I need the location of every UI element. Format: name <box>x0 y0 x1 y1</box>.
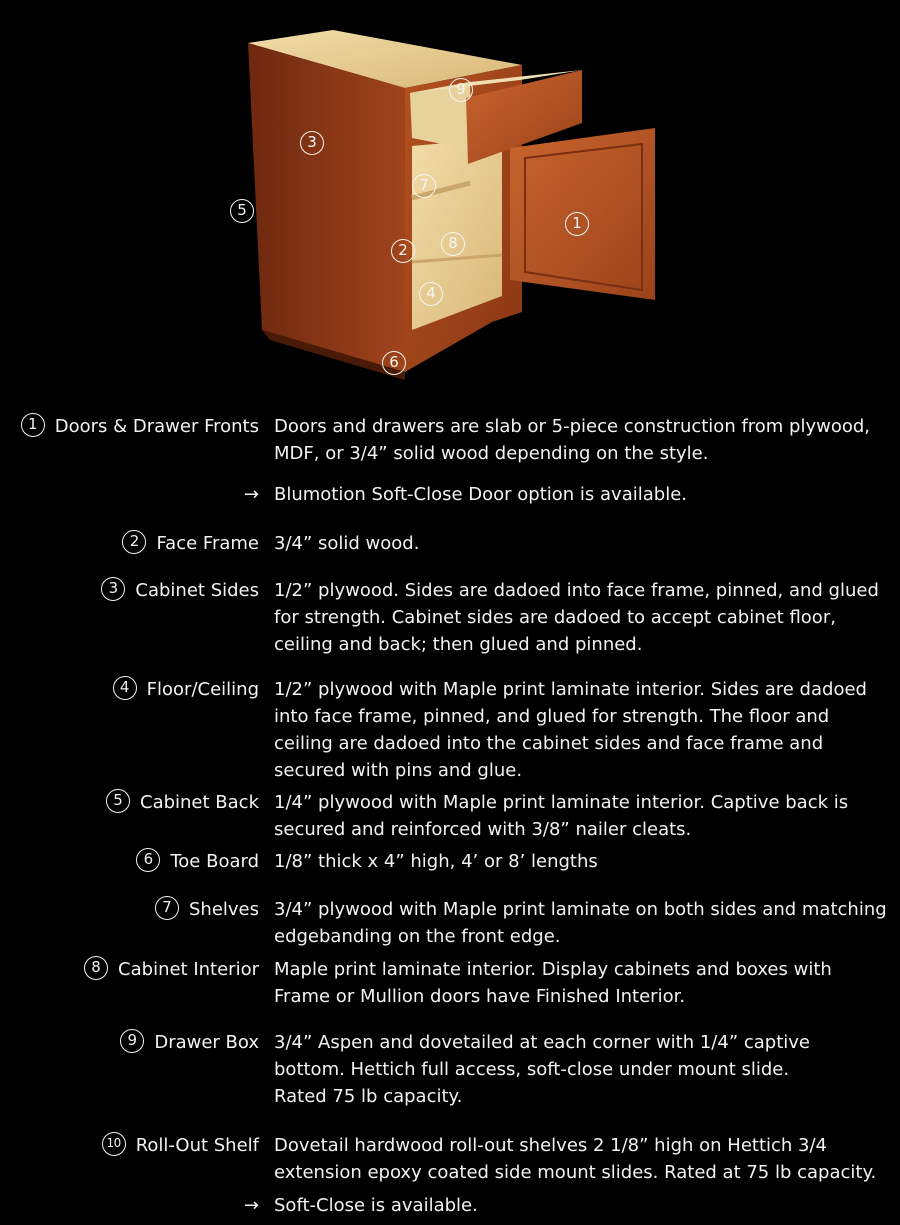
number-badge: 6 <box>136 848 160 872</box>
spec-description <box>274 1192 890 1219</box>
callout-5: 5 <box>230 199 254 223</box>
number-badge: 4 <box>113 676 137 700</box>
description-line: secured with pins and glue. <box>274 760 523 781</box>
callout-1: 1 <box>565 212 589 236</box>
description-line: Blumotion Soft-Close Door option is available. <box>274 484 687 505</box>
cabinet-side <box>248 43 405 372</box>
callout-3: 3 <box>300 131 324 155</box>
spec-description <box>274 956 890 1010</box>
cabinet-drawing <box>0 0 900 385</box>
description-line: for strength. Cabinet sides are dadoed to accept cabinet floor, <box>274 607 836 628</box>
spec-description <box>274 577 890 658</box>
description-line: into face frame, pinned, and glued for strength. The floor and <box>274 706 830 727</box>
spec-description <box>274 1029 890 1110</box>
spec-description <box>274 481 890 508</box>
arrow-icon: → <box>243 484 259 505</box>
callout-6: 6 <box>382 351 406 375</box>
callout-8: 8 <box>441 232 465 256</box>
callout-2: 2 <box>391 239 415 263</box>
description-line: Maple print laminate interior. Display cabinets and boxes with <box>274 959 832 980</box>
description-line: secured and reinforced with 3/8” nailer cleats. <box>274 819 692 840</box>
description-line: 3/4” solid wood. <box>274 533 420 554</box>
spec-label: Doors & Drawer Fronts <box>54 416 259 437</box>
spec-label: Cabinet Interior <box>118 959 259 980</box>
callout-7: 7 <box>412 174 436 198</box>
spec-label: Cabinet Back <box>140 792 259 813</box>
spec-description <box>274 676 890 784</box>
description-line: 3/4” plywood with Maple print laminate on both sides and matching <box>274 899 887 920</box>
spec-label: Roll-Out Shelf <box>135 1135 259 1156</box>
description-line: 1/4” plywood with Maple print laminate interior. Captive back is <box>274 792 849 813</box>
callout-4: 4 <box>419 282 443 306</box>
number-badge: 3 <box>101 577 125 601</box>
description-line: bottom. Hettich full access, soft-close under mount slide. <box>274 1059 790 1080</box>
description-line: Doors and drawers are slab or 5-piece construction from plywood, <box>274 416 871 437</box>
number-badge: 7 <box>155 896 179 920</box>
callout-9: 9 <box>449 78 473 102</box>
description-line: Rated 75 lb capacity. <box>274 1086 463 1107</box>
spec-description <box>274 1132 890 1186</box>
number-badge: 1 <box>21 413 45 437</box>
spec-label: Cabinet Sides <box>135 580 259 601</box>
description-line: Frame or Mullion doors have Finished Interior. <box>274 986 686 1007</box>
description-line: ceiling are dadoed into the cabinet sides and face frame and <box>274 733 824 754</box>
arrow-icon: → <box>243 1195 259 1216</box>
spec-description <box>274 413 890 467</box>
spec-description <box>274 789 890 843</box>
description-line: edgebanding on the front edge. <box>274 926 561 947</box>
spec-label: Toe Board <box>170 851 259 872</box>
description-line: extension epoxy coated side mount slides. Rated at 75 lb capacity. <box>274 1162 877 1183</box>
description-line: 1/2” plywood with Maple print laminate interior. Sides are dadoed <box>274 679 867 700</box>
description-line: ceiling and back; then glued and pinned. <box>274 634 643 655</box>
number-badge: 8 <box>84 956 108 980</box>
description-line: Dovetail hardwood roll-out shelves 2 1/8” high on Hettich 3/4 <box>274 1135 828 1156</box>
spec-label: Drawer Box <box>154 1032 259 1053</box>
description-line: 3/4” Aspen and dovetailed at each corner with 1/4” captive <box>274 1032 811 1053</box>
spec-description <box>274 530 890 557</box>
spec-label: Face Frame <box>156 533 259 554</box>
description-line: 1/8” thick x 4” high, 4’ or 8’ lengths <box>274 851 598 872</box>
description-line: 1/2” plywood. Sides are dadoed into face frame, pinned, and glued <box>274 580 879 601</box>
number-badge: 2 <box>122 530 146 554</box>
number-badge: 5 <box>106 789 130 813</box>
spec-description <box>274 896 890 950</box>
description-line: Soft-Close is available. <box>274 1195 478 1216</box>
description-line: MDF, or 3/4” solid wood depending on the style. <box>274 443 709 464</box>
spec-label: Floor/Ceiling <box>146 679 259 700</box>
spec-label: Shelves <box>188 899 259 920</box>
number-badge: 9 <box>120 1029 144 1053</box>
cabinet-illustration <box>0 0 900 385</box>
spec-description <box>274 848 890 875</box>
number-badge: 10 <box>102 1132 126 1156</box>
